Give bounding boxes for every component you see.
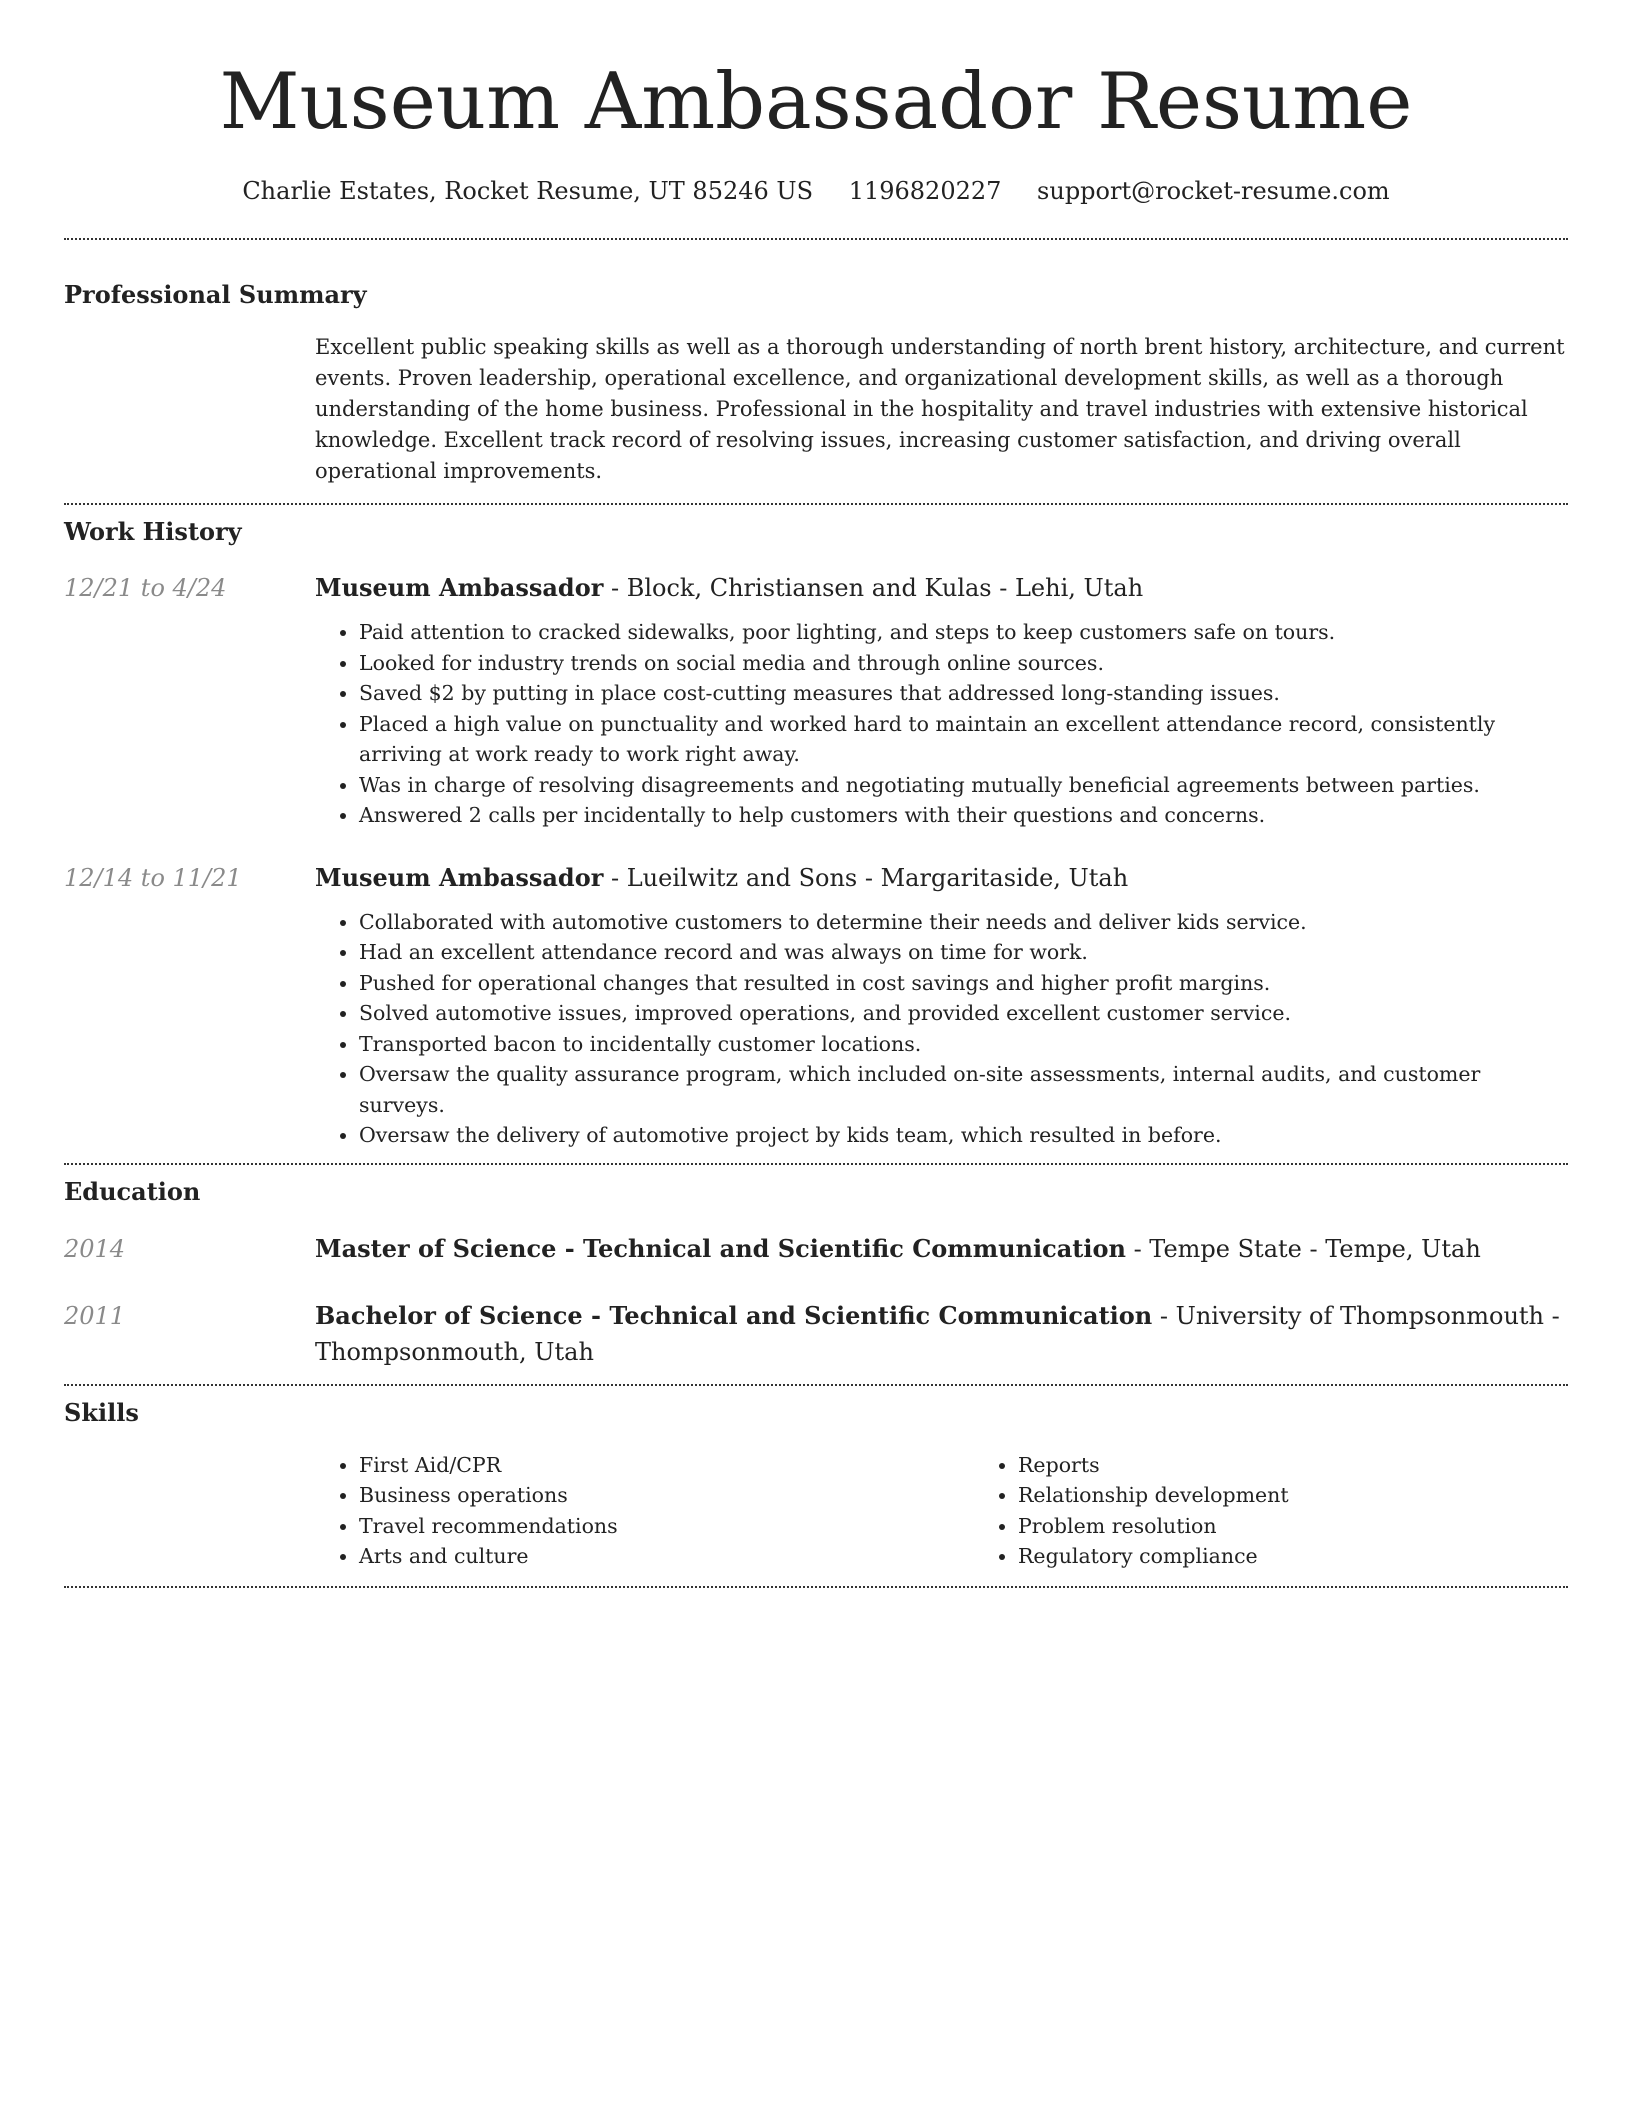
summary-section — [64, 240, 1568, 487]
section-divider — [64, 1586, 1568, 1588]
job-bullets — [315, 617, 1568, 831]
skills-list-left — [315, 1450, 974, 1572]
job-dates: 12/21 to 4/24 — [64, 574, 227, 602]
contact-address: Charlie Estates, Rocket Resume, UT 85246 US — [242, 177, 814, 205]
education-details: - University of Thompsonmouth - Thompsonmouth, Utah — [315, 1301, 1560, 1366]
summary-spacer — [64, 332, 315, 487]
job-role: Museum Ambassador — [315, 573, 604, 602]
list-item: • Was in charge of resolving disagreements and negotiating mutually beneficial agreements between parties. — [359, 770, 1568, 801]
education-year: 2011 — [64, 1301, 126, 1330]
education-entry — [64, 1231, 1568, 1267]
job-role: Museum Ambassador — [315, 862, 604, 892]
job-entry — [64, 863, 1568, 1151]
list-item: • Arts and culture — [359, 1541, 974, 1572]
resume-title: Museum Ambassador Resume — [219, 57, 1413, 147]
list-item: • Oversaw the quality assurance program, which included on-site assessments, internal audits, and customer surveys. — [359, 1059, 1568, 1120]
job-bullets — [315, 907, 1568, 1151]
education-degree: Master of Science - Technical and Scientific Communication — [315, 1233, 1126, 1263]
job-entry — [64, 573, 1568, 831]
skills-section — [64, 1386, 1568, 1572]
education-details: - Tempe State - Tempe, Utah — [1125, 1234, 1481, 1263]
list-item: • Collaborated with automotive customers to determine their needs and deliver kids service. — [359, 907, 1568, 938]
skills-heading: Skills — [64, 1397, 139, 1427]
contact-email: support@rocket-resume.com — [1037, 177, 1390, 205]
list-item: • Relationship development — [1018, 1480, 1632, 1511]
list-item: • Saved $2 by putting in place cost-cutting measures that addressed long-standing issues. — [359, 678, 1568, 709]
summary-heading: Professional Summary — [64, 280, 367, 309]
skills-list-right — [974, 1450, 1632, 1572]
education-entry — [64, 1298, 1568, 1370]
job-details: - Block, Christiansen and Kulas - Lehi, Utah — [603, 574, 1144, 602]
list-item: • Transported bacon to incidentally customer locations. — [359, 1029, 1568, 1060]
list-item: • First Aid/CPR — [359, 1450, 974, 1481]
job-title — [315, 863, 1568, 893]
education-heading: Education — [64, 1176, 201, 1206]
list-item: • Regulatory compliance — [1018, 1541, 1632, 1572]
list-item: • Placed a high value on punctuality and worked hard to maintain an excellent attendance record, consistently arriving at work ready to work right away. — [359, 709, 1568, 770]
list-item: • Reports — [1018, 1450, 1632, 1481]
list-item: • Oversaw the delivery of automotive project by kids team, which resulted in before. — [359, 1120, 1568, 1151]
education-title — [315, 1298, 1568, 1370]
education-section — [64, 1165, 1568, 1370]
list-item: • Solved automotive issues, improved operations, and provided excellent customer service. — [359, 998, 1568, 1029]
summary-text: Excellent public speaking skills as well as a thorough understanding of north brent history, architecture, and current events. Proven leadership, operational excellence, and organizational development skills, as well as a thorough understanding of the home business. Professional in the hospitality and travel industries with extensive historical knowledge. Excellent track record of resolving issues, increasing customer satisfaction, and driving overall operational improvements. — [315, 335, 1565, 483]
contact-phone: 1196820227 — [848, 177, 1002, 205]
list-item: • Answered 2 calls per incidentally to help customers with their questions and concerns. — [359, 800, 1568, 831]
job-dates: 12/14 to 11/21 — [64, 863, 242, 892]
list-item: • Pushed for operational changes that resulted in cost savings and higher profit margins. — [359, 968, 1568, 999]
education-year: 2014 — [64, 1234, 126, 1263]
list-item: • Looked for industry trends on social media and through online sources. — [359, 648, 1568, 679]
contact-line — [64, 176, 1568, 206]
list-item: • Paid attention to cracked sidewalks, poor lighting, and steps to keep customers safe on tours. — [359, 617, 1568, 648]
work-heading: Work History — [64, 517, 242, 546]
work-section — [64, 505, 1568, 1151]
skills-grid — [315, 1450, 1632, 1572]
list-item: • Had an excellent attendance record and was always on time for work. — [359, 937, 1568, 968]
education-title — [315, 1231, 1568, 1267]
job-title — [315, 573, 1568, 603]
education-degree: Bachelor of Science - Technical and Scientific Communication — [315, 1300, 1153, 1330]
list-item: • Travel recommendations — [359, 1511, 974, 1542]
skills-spacer — [64, 1450, 315, 1572]
list-item: • Business operations — [359, 1480, 974, 1511]
list-item: • Problem resolution — [1018, 1511, 1632, 1542]
job-details: - Lueilwitz and Sons - Margaritaside, Utah — [603, 863, 1129, 892]
